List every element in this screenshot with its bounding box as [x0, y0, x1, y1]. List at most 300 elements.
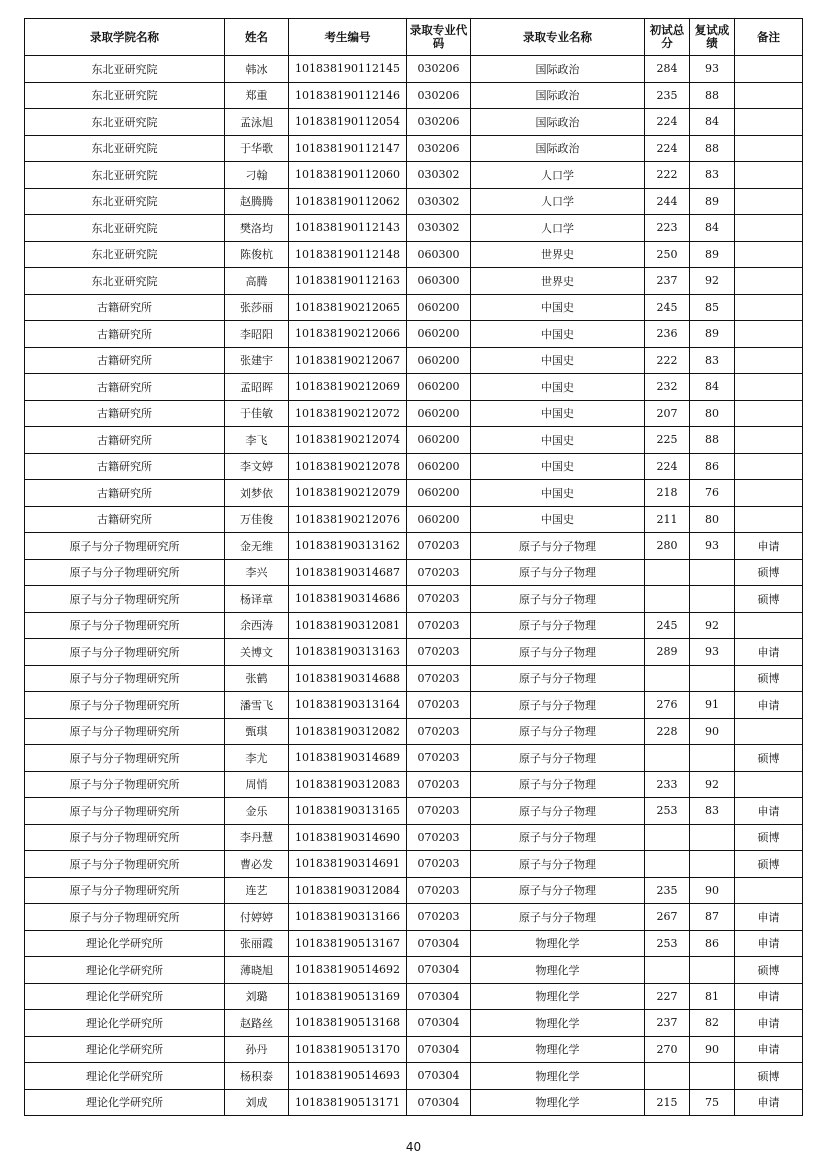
cell-candidate-id: 101838190212072 — [289, 400, 407, 427]
cell-major-code: 070203 — [407, 612, 471, 639]
cell-retest-score — [690, 957, 735, 984]
table-row — [25, 559, 803, 586]
cell-major-code: 070203 — [407, 718, 471, 745]
cell-retest-score: 84 — [690, 374, 735, 401]
cell-major-name: 中国史 — [471, 506, 645, 533]
table-row — [25, 321, 803, 348]
cell-college: 东北亚研究院 — [25, 241, 225, 268]
cell-major-code: 060200 — [407, 374, 471, 401]
table-row — [25, 1036, 803, 1063]
cell-name: 甄琪 — [225, 718, 289, 745]
cell-major-code: 030206 — [407, 109, 471, 136]
cell-major-code: 060200 — [407, 294, 471, 321]
cell-prelim-score — [645, 824, 690, 851]
cell-remarks: 硕博 — [735, 1063, 803, 1090]
header-name: 姓名 — [225, 19, 289, 56]
table-row — [25, 453, 803, 480]
cell-retest-score: 82 — [690, 1010, 735, 1037]
cell-name: 张鹤 — [225, 665, 289, 692]
cell-candidate-id: 101838190312081 — [289, 612, 407, 639]
table-row — [25, 347, 803, 374]
cell-major-code: 070304 — [407, 1010, 471, 1037]
cell-prelim-score: 215 — [645, 1089, 690, 1116]
cell-candidate-id: 101838190513168 — [289, 1010, 407, 1037]
cell-major-name: 中国史 — [471, 480, 645, 507]
cell-college: 原子与分子物理研究所 — [25, 798, 225, 825]
table-row — [25, 268, 803, 295]
cell-prelim-score: 250 — [645, 241, 690, 268]
table-row — [25, 109, 803, 136]
table-row — [25, 692, 803, 719]
table-row — [25, 851, 803, 878]
cell-remarks — [735, 241, 803, 268]
cell-major-name: 原子与分子物理 — [471, 798, 645, 825]
cell-retest-score: 90 — [690, 718, 735, 745]
cell-candidate-id: 101838190514693 — [289, 1063, 407, 1090]
cell-major-code: 070304 — [407, 957, 471, 984]
cell-major-name: 原子与分子物理 — [471, 851, 645, 878]
cell-major-code: 030302 — [407, 188, 471, 215]
cell-major-code: 070203 — [407, 692, 471, 719]
cell-name: 孟昭晖 — [225, 374, 289, 401]
cell-major-name: 原子与分子物理 — [471, 718, 645, 745]
cell-candidate-id: 101838190314686 — [289, 586, 407, 613]
cell-retest-score — [690, 559, 735, 586]
cell-major-code: 070203 — [407, 904, 471, 931]
cell-retest-score: 83 — [690, 798, 735, 825]
cell-retest-score: 90 — [690, 1036, 735, 1063]
cell-candidate-id: 101838190212067 — [289, 347, 407, 374]
cell-prelim-score: 224 — [645, 109, 690, 136]
cell-major-code: 070203 — [407, 877, 471, 904]
cell-major-name: 人口学 — [471, 162, 645, 189]
cell-retest-score: 90 — [690, 877, 735, 904]
table-row — [25, 1089, 803, 1116]
cell-major-code: 030302 — [407, 162, 471, 189]
cell-retest-score: 89 — [690, 241, 735, 268]
cell-candidate-id: 101838190212069 — [289, 374, 407, 401]
cell-candidate-id: 101838190112163 — [289, 268, 407, 295]
cell-major-code: 060200 — [407, 321, 471, 348]
cell-major-code: 060200 — [407, 506, 471, 533]
cell-remarks: 申请 — [735, 1089, 803, 1116]
cell-prelim-score: 245 — [645, 612, 690, 639]
cell-prelim-score: 236 — [645, 321, 690, 348]
cell-college: 理论化学研究所 — [25, 1010, 225, 1037]
cell-major-code: 070203 — [407, 745, 471, 772]
cell-remarks: 硕博 — [735, 851, 803, 878]
cell-major-name: 原子与分子物理 — [471, 612, 645, 639]
cell-major-name: 国际政治 — [471, 109, 645, 136]
cell-retest-score: 88 — [690, 135, 735, 162]
cell-prelim-score: 253 — [645, 930, 690, 957]
cell-major-name: 物理化学 — [471, 1010, 645, 1037]
cell-retest-score: 83 — [690, 347, 735, 374]
cell-retest-score: 87 — [690, 904, 735, 931]
cell-major-code: 060300 — [407, 268, 471, 295]
table-row — [25, 957, 803, 984]
cell-retest-score — [690, 824, 735, 851]
cell-name: 刁翰 — [225, 162, 289, 189]
cell-remarks — [735, 612, 803, 639]
header-prelim-score: 初试总分 — [645, 19, 690, 56]
cell-college: 原子与分子物理研究所 — [25, 771, 225, 798]
cell-retest-score: 76 — [690, 480, 735, 507]
cell-retest-score: 84 — [690, 215, 735, 242]
cell-name: 关博文 — [225, 639, 289, 666]
cell-retest-score: 83 — [690, 162, 735, 189]
cell-major-code: 070203 — [407, 851, 471, 878]
cell-major-code: 070203 — [407, 559, 471, 586]
cell-college: 东北亚研究院 — [25, 135, 225, 162]
cell-remarks — [735, 215, 803, 242]
cell-name: 李丹慧 — [225, 824, 289, 851]
cell-name: 陈俊杭 — [225, 241, 289, 268]
cell-major-code: 070203 — [407, 639, 471, 666]
cell-remarks — [735, 718, 803, 745]
cell-major-name: 中国史 — [471, 427, 645, 454]
cell-name: 赵路丝 — [225, 1010, 289, 1037]
cell-candidate-id: 101838190212066 — [289, 321, 407, 348]
cell-retest-score: 81 — [690, 983, 735, 1010]
cell-prelim-score: 270 — [645, 1036, 690, 1063]
cell-remarks: 申请 — [735, 639, 803, 666]
cell-college: 原子与分子物理研究所 — [25, 851, 225, 878]
cell-remarks — [735, 453, 803, 480]
cell-remarks — [735, 506, 803, 533]
cell-major-name: 中国史 — [471, 374, 645, 401]
cell-candidate-id: 101838190314690 — [289, 824, 407, 851]
cell-college: 古籍研究所 — [25, 427, 225, 454]
cell-major-code: 070304 — [407, 1063, 471, 1090]
cell-major-name: 原子与分子物理 — [471, 533, 645, 560]
cell-major-name: 原子与分子物理 — [471, 824, 645, 851]
cell-candidate-id: 101838190112147 — [289, 135, 407, 162]
cell-retest-score: 75 — [690, 1089, 735, 1116]
cell-major-name: 物理化学 — [471, 983, 645, 1010]
cell-prelim-score: 253 — [645, 798, 690, 825]
table-row — [25, 718, 803, 745]
cell-name: 曹必发 — [225, 851, 289, 878]
cell-college: 东北亚研究院 — [25, 56, 225, 83]
cell-college: 原子与分子物理研究所 — [25, 612, 225, 639]
cell-major-code: 060200 — [407, 427, 471, 454]
cell-major-code: 030302 — [407, 215, 471, 242]
cell-major-name: 原子与分子物理 — [471, 586, 645, 613]
cell-remarks — [735, 400, 803, 427]
table-row — [25, 930, 803, 957]
cell-name: 李文婷 — [225, 453, 289, 480]
cell-remarks: 申请 — [735, 904, 803, 931]
cell-retest-score: 88 — [690, 427, 735, 454]
cell-retest-score: 93 — [690, 56, 735, 83]
cell-remarks — [735, 268, 803, 295]
cell-prelim-score: 267 — [645, 904, 690, 931]
cell-name: 孙丹 — [225, 1036, 289, 1063]
table-row — [25, 639, 803, 666]
cell-name: 金乐 — [225, 798, 289, 825]
cell-major-name: 中国史 — [471, 347, 645, 374]
cell-major-name: 原子与分子物理 — [471, 904, 645, 931]
cell-major-code: 060200 — [407, 453, 471, 480]
cell-candidate-id: 101838190212065 — [289, 294, 407, 321]
cell-name: 李兴 — [225, 559, 289, 586]
cell-major-name: 原子与分子物理 — [471, 559, 645, 586]
cell-major-name: 物理化学 — [471, 1036, 645, 1063]
cell-major-code: 060300 — [407, 241, 471, 268]
cell-candidate-id: 101838190314687 — [289, 559, 407, 586]
cell-major-code: 070203 — [407, 665, 471, 692]
cell-name: 薄晓旭 — [225, 957, 289, 984]
cell-prelim-score: 207 — [645, 400, 690, 427]
cell-retest-score: 88 — [690, 82, 735, 109]
cell-remarks — [735, 82, 803, 109]
cell-college: 原子与分子物理研究所 — [25, 824, 225, 851]
table-row — [25, 480, 803, 507]
cell-college: 古籍研究所 — [25, 453, 225, 480]
cell-college: 理论化学研究所 — [25, 1063, 225, 1090]
cell-name: 余西涛 — [225, 612, 289, 639]
cell-name: 李飞 — [225, 427, 289, 454]
cell-major-name: 国际政治 — [471, 82, 645, 109]
table-row — [25, 162, 803, 189]
cell-retest-score — [690, 1063, 735, 1090]
cell-remarks: 申请 — [735, 533, 803, 560]
cell-candidate-id: 101838190313162 — [289, 533, 407, 560]
cell-major-name: 世界史 — [471, 241, 645, 268]
cell-retest-score: 86 — [690, 930, 735, 957]
cell-major-name: 中国史 — [471, 400, 645, 427]
cell-major-name: 国际政治 — [471, 135, 645, 162]
cell-name: 刘成 — [225, 1089, 289, 1116]
cell-college: 东北亚研究院 — [25, 82, 225, 109]
cell-retest-score — [690, 665, 735, 692]
cell-prelim-score — [645, 1063, 690, 1090]
cell-college: 原子与分子物理研究所 — [25, 639, 225, 666]
cell-retest-score: 80 — [690, 400, 735, 427]
cell-candidate-id: 101838190313165 — [289, 798, 407, 825]
header-remarks: 备注 — [735, 19, 803, 56]
cell-retest-score — [690, 745, 735, 772]
cell-major-name: 人口学 — [471, 188, 645, 215]
cell-college: 东北亚研究院 — [25, 109, 225, 136]
cell-remarks: 申请 — [735, 983, 803, 1010]
table-row — [25, 506, 803, 533]
cell-prelim-score: 237 — [645, 268, 690, 295]
table-row — [25, 745, 803, 772]
cell-name: 于佳敏 — [225, 400, 289, 427]
cell-candidate-id: 101838190513169 — [289, 983, 407, 1010]
cell-name: 付婷婷 — [225, 904, 289, 931]
cell-prelim-score: 218 — [645, 480, 690, 507]
cell-candidate-id: 101838190314688 — [289, 665, 407, 692]
cell-college: 原子与分子物理研究所 — [25, 533, 225, 560]
cell-prelim-score: 225 — [645, 427, 690, 454]
cell-prelim-score: 235 — [645, 877, 690, 904]
cell-remarks: 硕博 — [735, 824, 803, 851]
cell-prelim-score — [645, 957, 690, 984]
cell-name: 高腾 — [225, 268, 289, 295]
cell-prelim-score: 233 — [645, 771, 690, 798]
cell-remarks — [735, 877, 803, 904]
table-row — [25, 771, 803, 798]
header-major-name: 录取专业名称 — [471, 19, 645, 56]
cell-college: 理论化学研究所 — [25, 930, 225, 957]
cell-major-code: 070304 — [407, 1036, 471, 1063]
cell-retest-score: 93 — [690, 639, 735, 666]
cell-major-name: 原子与分子物理 — [471, 665, 645, 692]
cell-college: 古籍研究所 — [25, 400, 225, 427]
cell-major-name: 物理化学 — [471, 1063, 645, 1090]
cell-major-code: 070304 — [407, 930, 471, 957]
cell-major-name: 中国史 — [471, 321, 645, 348]
cell-major-name: 中国史 — [471, 294, 645, 321]
cell-name: 张建宇 — [225, 347, 289, 374]
cell-prelim-score — [645, 559, 690, 586]
cell-candidate-id: 101838190312083 — [289, 771, 407, 798]
cell-candidate-id: 101838190112148 — [289, 241, 407, 268]
cell-major-code: 030206 — [407, 135, 471, 162]
cell-retest-score: 84 — [690, 109, 735, 136]
cell-retest-score: 93 — [690, 533, 735, 560]
cell-college: 东北亚研究院 — [25, 188, 225, 215]
table-body — [25, 56, 803, 1116]
cell-candidate-id: 101838190312082 — [289, 718, 407, 745]
table-row — [25, 824, 803, 851]
cell-name: 周悄 — [225, 771, 289, 798]
cell-remarks — [735, 771, 803, 798]
cell-college: 理论化学研究所 — [25, 957, 225, 984]
cell-candidate-id: 101838190112146 — [289, 82, 407, 109]
cell-remarks — [735, 56, 803, 83]
cell-remarks: 硕博 — [735, 745, 803, 772]
cell-college: 理论化学研究所 — [25, 1036, 225, 1063]
cell-prelim-score: 232 — [645, 374, 690, 401]
cell-college: 古籍研究所 — [25, 347, 225, 374]
table-row — [25, 904, 803, 931]
cell-prelim-score — [645, 665, 690, 692]
cell-remarks — [735, 321, 803, 348]
table-row — [25, 374, 803, 401]
cell-remarks: 硕博 — [735, 957, 803, 984]
cell-prelim-score: 289 — [645, 639, 690, 666]
cell-retest-score: 89 — [690, 321, 735, 348]
cell-major-name: 中国史 — [471, 453, 645, 480]
table-row — [25, 215, 803, 242]
table-row — [25, 612, 803, 639]
cell-prelim-score: 244 — [645, 188, 690, 215]
table-row — [25, 798, 803, 825]
cell-prelim-score: 235 — [645, 82, 690, 109]
cell-major-name: 物理化学 — [471, 1089, 645, 1116]
cell-major-name: 世界史 — [471, 268, 645, 295]
cell-major-name: 原子与分子物理 — [471, 745, 645, 772]
cell-candidate-id: 101838190112062 — [289, 188, 407, 215]
cell-name: 张丽霞 — [225, 930, 289, 957]
cell-major-code: 030206 — [407, 56, 471, 83]
cell-name: 韩冰 — [225, 56, 289, 83]
cell-remarks: 硕博 — [735, 559, 803, 586]
cell-college: 原子与分子物理研究所 — [25, 904, 225, 931]
page-number: 40 — [405, 1140, 422, 1154]
cell-candidate-id: 101838190312084 — [289, 877, 407, 904]
cell-major-name: 国际政治 — [471, 56, 645, 83]
cell-remarks — [735, 162, 803, 189]
cell-name: 杨积泰 — [225, 1063, 289, 1090]
cell-college: 古籍研究所 — [25, 506, 225, 533]
cell-retest-score: 89 — [690, 188, 735, 215]
cell-major-code: 030206 — [407, 82, 471, 109]
cell-college: 东北亚研究院 — [25, 162, 225, 189]
cell-remarks: 申请 — [735, 930, 803, 957]
cell-major-name: 原子与分子物理 — [471, 639, 645, 666]
cell-college: 原子与分子物理研究所 — [25, 877, 225, 904]
cell-college: 原子与分子物理研究所 — [25, 665, 225, 692]
table-row — [25, 294, 803, 321]
cell-prelim-score: 224 — [645, 453, 690, 480]
cell-prelim-score: 284 — [645, 56, 690, 83]
cell-name: 于华歌 — [225, 135, 289, 162]
cell-name: 赵腾腾 — [225, 188, 289, 215]
cell-candidate-id: 101838190314691 — [289, 851, 407, 878]
table-row — [25, 56, 803, 83]
table-row — [25, 1063, 803, 1090]
cell-prelim-score: 245 — [645, 294, 690, 321]
cell-retest-score — [690, 586, 735, 613]
cell-name: 金无维 — [225, 533, 289, 560]
header-candidate-id: 考生编号 — [289, 19, 407, 56]
cell-college: 理论化学研究所 — [25, 983, 225, 1010]
header-college: 录取学院名称 — [25, 19, 225, 56]
header-retest-score: 复试成绩 — [690, 19, 735, 56]
cell-name: 张莎丽 — [225, 294, 289, 321]
cell-major-code: 060200 — [407, 480, 471, 507]
cell-candidate-id: 101838190212079 — [289, 480, 407, 507]
cell-remarks: 申请 — [735, 1036, 803, 1063]
cell-major-name: 原子与分子物理 — [471, 692, 645, 719]
cell-candidate-id: 101838190313166 — [289, 904, 407, 931]
cell-college: 原子与分子物理研究所 — [25, 586, 225, 613]
cell-name: 杨译章 — [225, 586, 289, 613]
cell-name: 刘梦依 — [225, 480, 289, 507]
cell-candidate-id: 101838190212076 — [289, 506, 407, 533]
cell-prelim-score: 223 — [645, 215, 690, 242]
cell-college: 原子与分子物理研究所 — [25, 718, 225, 745]
cell-name: 李昭阳 — [225, 321, 289, 348]
cell-major-code: 070203 — [407, 824, 471, 851]
cell-name: 万佳俊 — [225, 506, 289, 533]
table-row — [25, 400, 803, 427]
cell-major-name: 原子与分子物理 — [471, 771, 645, 798]
cell-college: 东北亚研究院 — [25, 268, 225, 295]
table-row — [25, 983, 803, 1010]
cell-major-code: 070203 — [407, 533, 471, 560]
table-row — [25, 533, 803, 560]
cell-remarks: 硕博 — [735, 586, 803, 613]
table-row — [25, 188, 803, 215]
cell-prelim-score — [645, 851, 690, 878]
cell-candidate-id: 101838190514692 — [289, 957, 407, 984]
cell-remarks — [735, 480, 803, 507]
cell-name: 樊洛均 — [225, 215, 289, 242]
cell-prelim-score — [645, 745, 690, 772]
cell-retest-score: 92 — [690, 612, 735, 639]
cell-candidate-id: 101838190212074 — [289, 427, 407, 454]
cell-college: 原子与分子物理研究所 — [25, 692, 225, 719]
cell-name: 潘雪飞 — [225, 692, 289, 719]
cell-candidate-id: 101838190513170 — [289, 1036, 407, 1063]
table-row — [25, 427, 803, 454]
